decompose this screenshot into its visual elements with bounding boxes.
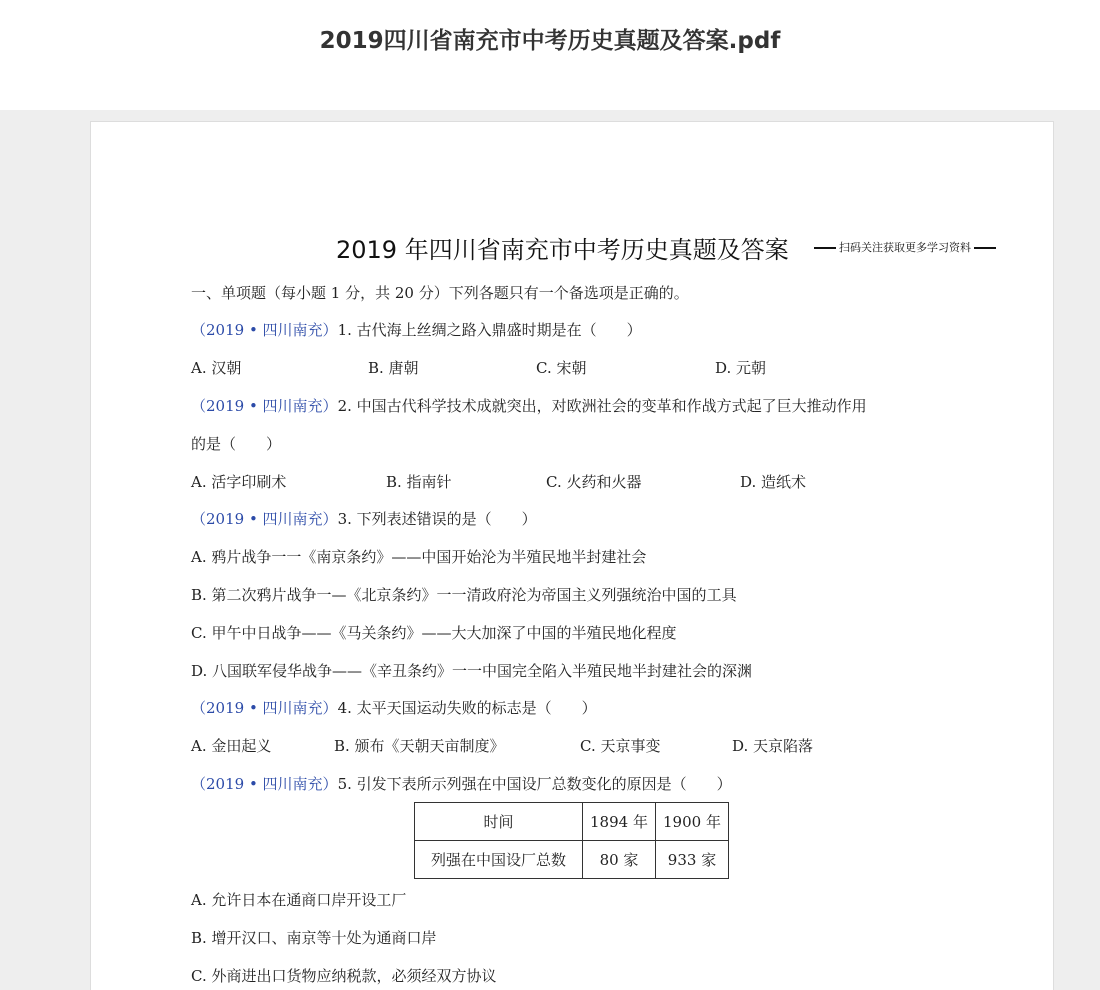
q4-option-a: A. 金田起义 <box>191 737 272 755</box>
source-tag: （2019 • 四川南充） <box>191 699 338 717</box>
factory-count-table <box>414 802 729 879</box>
pdf-page <box>90 121 1054 990</box>
source-tag: （2019 • 四川南充） <box>191 397 338 415</box>
question-5-text: 5. 引发下表所示列强在中国设厂总数变化的原因是（ ） <box>337 775 732 793</box>
q1-option-d: D. 元朝 <box>715 359 767 377</box>
question-2 <box>191 395 867 416</box>
table-header-cell: 时间 <box>415 803 583 841</box>
q4-option-d: D. 天京陷落 <box>732 737 814 755</box>
question-3-text: 3. 下列表述错误的是（ ） <box>337 510 537 528</box>
table-header-cell: 1900 年 <box>656 803 729 841</box>
q3-option-d: D. 八国联军侵华战争——《辛丑条约》一一中国完全陷入半殖民地半封建社会的深渊 <box>191 662 753 680</box>
q2-option-d: D. 造纸术 <box>740 473 807 491</box>
source-tag: （2019 • 四川南充） <box>191 321 338 339</box>
qr-note <box>811 239 999 255</box>
q2-option-b: B. 指南针 <box>386 473 452 491</box>
q1-option-b: B. 唐朝 <box>368 359 419 377</box>
paper-title-row <box>91 230 1053 270</box>
table-header-cell: 1894 年 <box>583 803 656 841</box>
q3-option-c: C. 甲午中日战争——《马关条约》——大大加深了中国的半殖民地化程度 <box>191 624 677 642</box>
document-file-title: 2019四川省南充市中考历史真题及答案.pdf <box>319 28 781 54</box>
q4-option-b: B. 颁布《天朝天亩制度》 <box>334 737 505 755</box>
q5-option-c: C. 外商进出口货物应纳税款，必须经双方协议 <box>191 967 497 985</box>
q2-option-c: C. 火药和火器 <box>546 473 642 491</box>
question-3 <box>191 508 537 529</box>
q3-option-b: B. 第二次鸦片战争一—《北京条约》一一清政府沦为帝国主义列强统治中国的工具 <box>191 586 737 604</box>
question-1 <box>191 319 642 340</box>
question-4 <box>191 697 597 718</box>
table-cell: 列强在中国设厂总数 <box>415 841 583 879</box>
table-cell: 933 家 <box>656 841 729 879</box>
pdf-viewer[interactable] <box>0 110 1100 990</box>
dash-left <box>814 247 836 249</box>
document-header <box>0 0 1100 110</box>
source-tag: （2019 • 四川南充） <box>191 510 338 528</box>
q1-option-a: A. 汉朝 <box>191 359 242 377</box>
q3-option-a: A. 鸦片战争一一《南京条约》——中国开始沦为半殖民地半封建社会 <box>191 548 647 566</box>
dash-right <box>974 247 996 249</box>
question-1-text: 1. 古代海上丝绸之路入鼎盛时期是在（ ） <box>337 321 642 339</box>
q2-option-a: A. 活字印刷术 <box>191 473 287 491</box>
table-header-row <box>415 803 729 841</box>
q4-option-c: C. 天京事变 <box>580 737 661 755</box>
table-row <box>415 841 729 879</box>
question-4-text: 4. 太平天国运动失败的标志是（ ） <box>337 699 597 717</box>
section-heading: 一、单项题（每小题 1 分，共 20 分）下列各题只有一个备选项是正确的。 <box>191 284 689 302</box>
source-tag: （2019 • 四川南充） <box>191 775 338 793</box>
q1-option-c: C. 宋朝 <box>536 359 587 377</box>
question-5 <box>191 773 732 794</box>
q5-option-b: B. 增开汉口、南京等十处为通商口岸 <box>191 929 437 947</box>
qr-note-text: 扫码关注获取更多学习资料 <box>839 241 971 254</box>
table-cell: 80 家 <box>583 841 656 879</box>
paper-title: 2019 年四川省南充市中考历史真题及答案 <box>336 236 789 264</box>
question-2-text-cont: 的是（ ） <box>191 435 282 453</box>
q5-option-a: A. 允许日本在通商口岸开设工厂 <box>191 891 407 909</box>
question-2-text: 2. 中国古代科学技术成就突出，对欧洲社会的变革和作战方式起了巨大推动作用 <box>337 397 867 415</box>
